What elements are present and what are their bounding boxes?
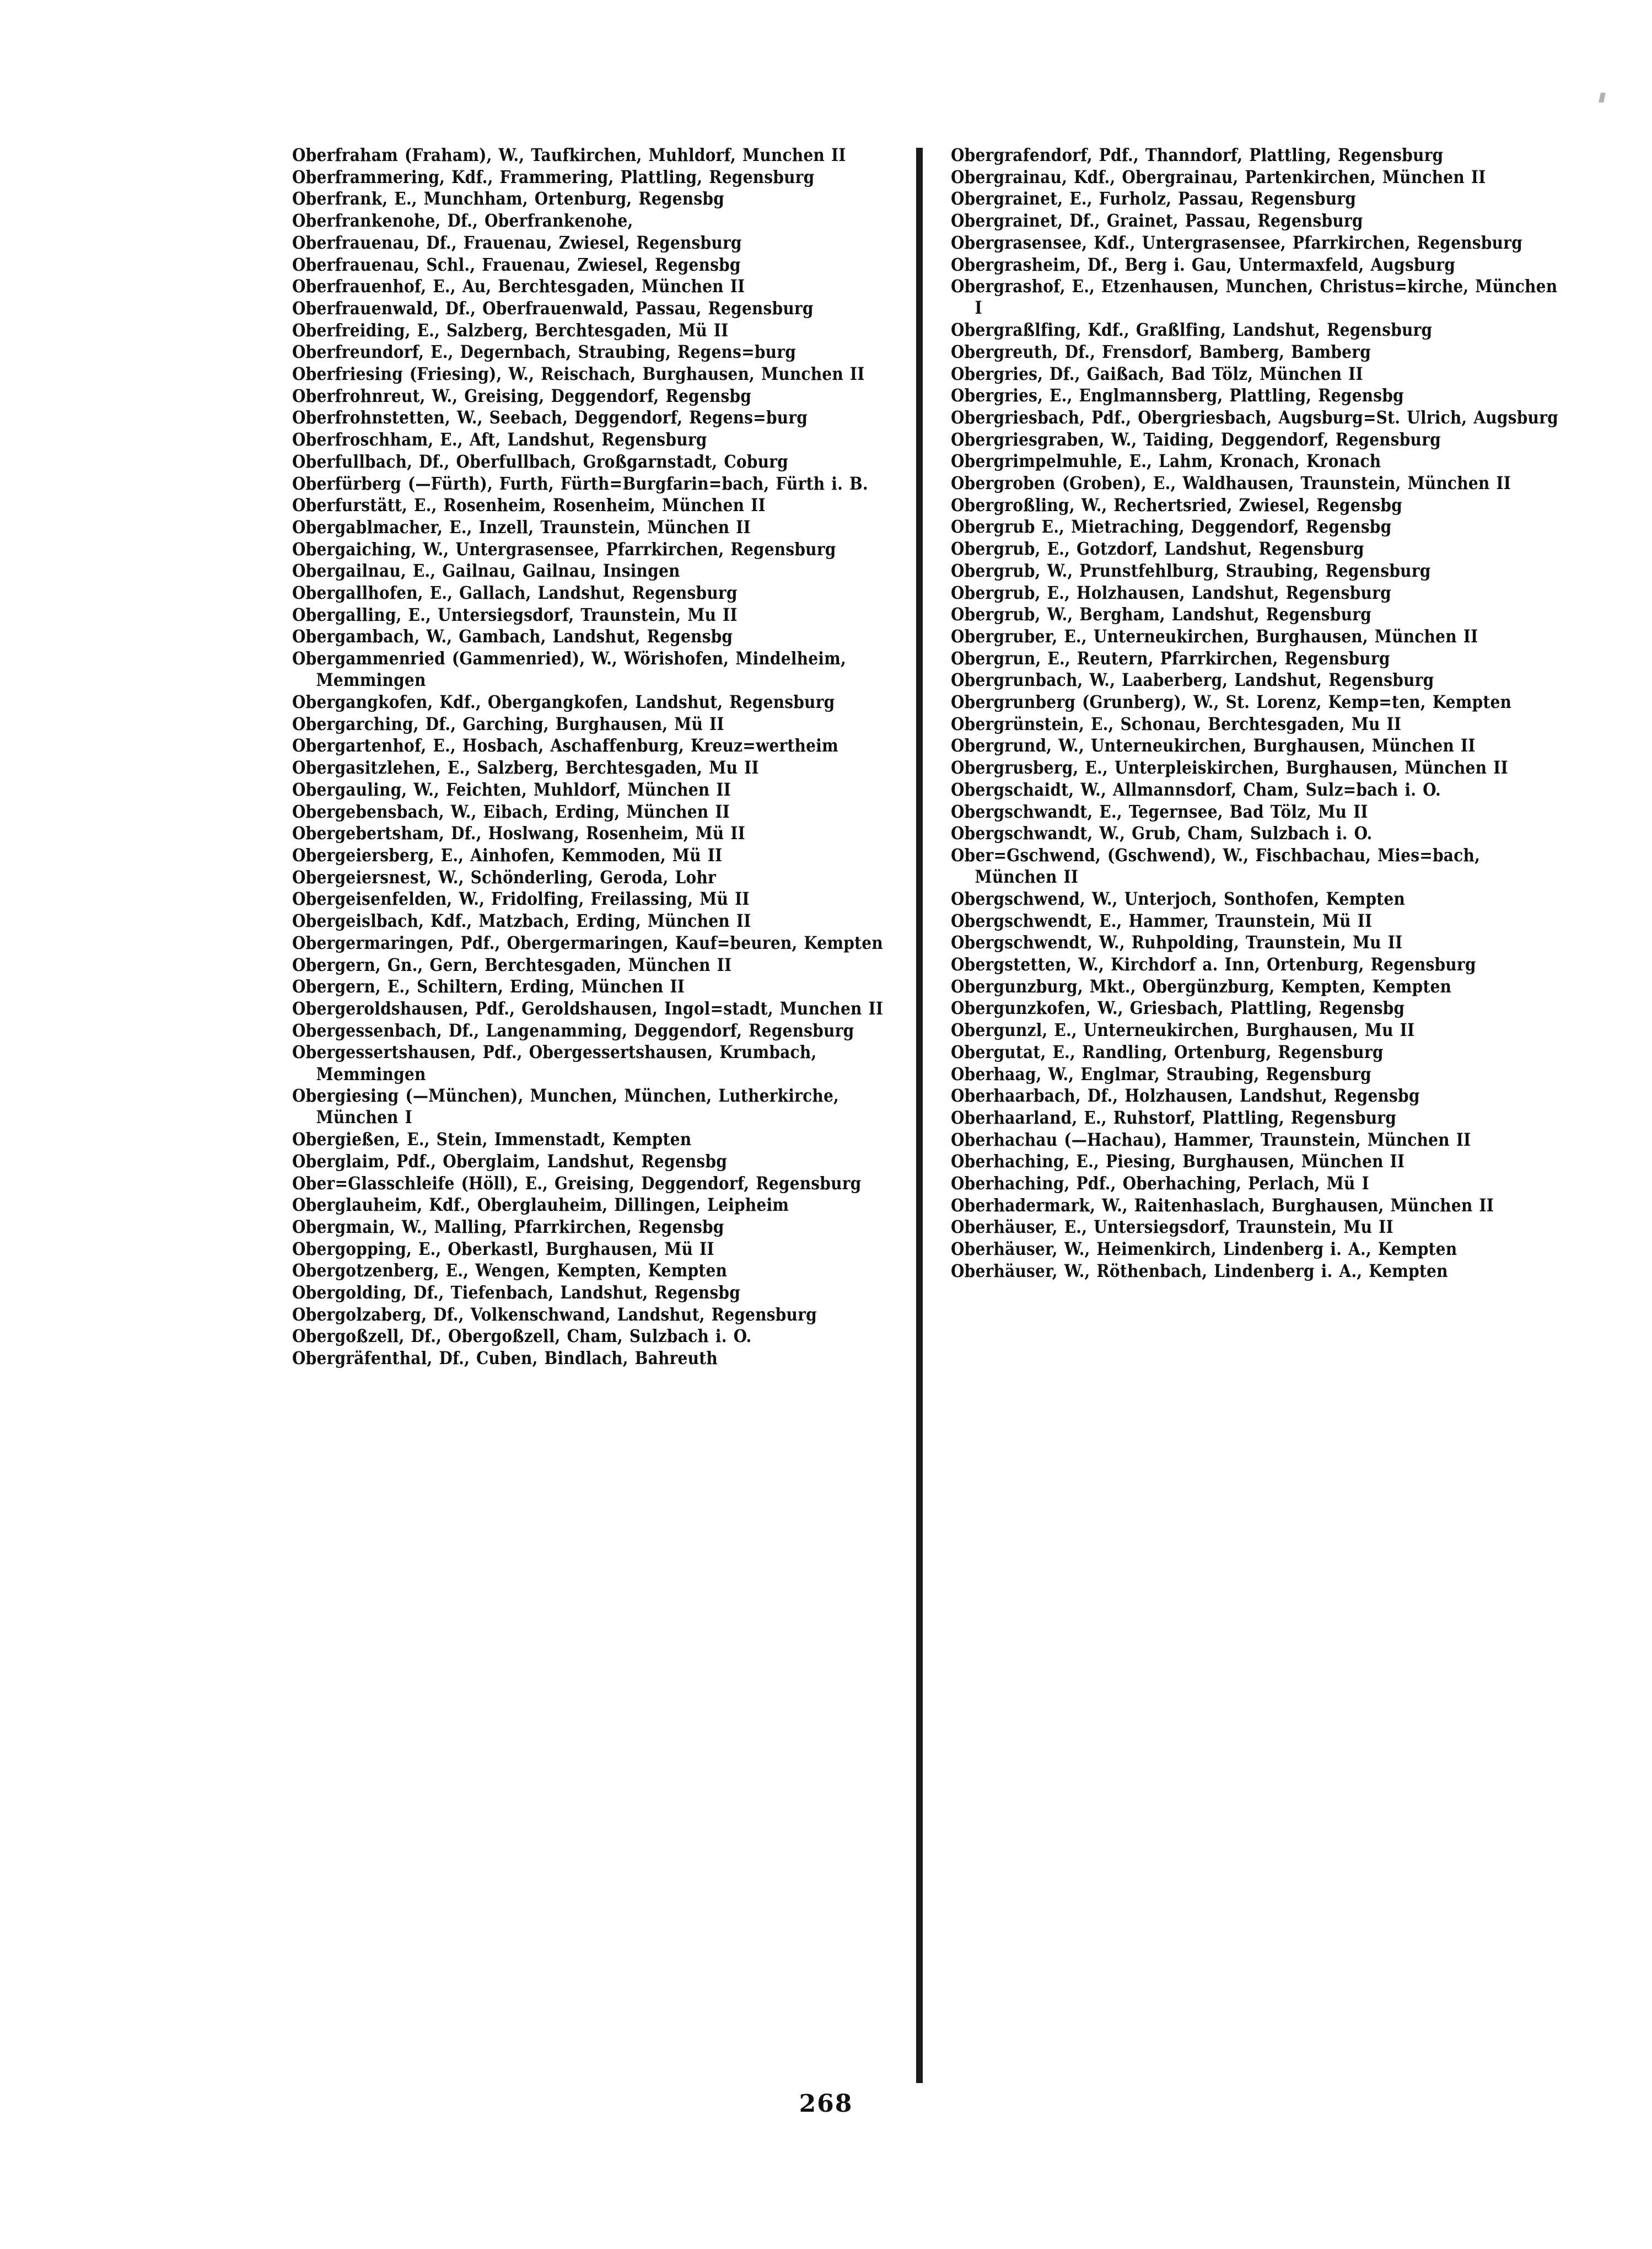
gazetteer-entry: Obergrainet, E., Furholz, Passau, Regensburg xyxy=(951,189,1357,210)
gazetteer-entry: Oberhadermark, W., Raitenhaslach, Burghausen, München II xyxy=(951,1195,1494,1216)
gazetteer-entry: Obergries, Df., Gaißach, Bad Tölz, München II xyxy=(951,363,1363,384)
gazetteer-entry: Oberhaag, W., Englmar, Straubing, Regensburg xyxy=(951,1064,1371,1085)
gazetteer-entry: Oberfrauenwald, Df., Oberfrauenwald, Passau, Regensburg xyxy=(292,298,814,319)
right-column xyxy=(929,144,1565,1282)
gazetteer-entry: Oberfurstätt, E., Rosenheim, Rosenheim, München II xyxy=(292,495,766,516)
gazetteer-entry: Obergriesgraben, W., Taiding, Deggendorf, Regensburg xyxy=(951,429,1441,450)
gazetteer-entry: Obergrimpelmuhle, E., Lahm, Kronach, Kronach xyxy=(951,451,1381,472)
gazetteer-entry: Obergessertshausen, Pdf., Obergessertshausen, Krumbach, Memmingen xyxy=(292,1042,817,1085)
gazetteer-entry: Oberfriesing (Friesing), W., Reischach, Burghausen, Munchen II xyxy=(292,364,865,385)
gazetteer-entry: Oberhaarland, E., Ruhstorf, Plattling, Regensburg xyxy=(951,1107,1397,1128)
gazetteer-entry: Obergiesing (—München), Munchen, München, Lutherkirche, München I xyxy=(292,1086,839,1128)
gazetteer-entry: Obergablmacher, E., Inzell, Traunstein, München II xyxy=(292,517,751,538)
gazetteer-entry: Obergarching, Df., Garching, Burghausen, Mü II xyxy=(292,713,724,734)
gazetteer-entry: Obergrashof, E., Etzenhausen, Munchen, Christus=kirche, München I xyxy=(951,276,1558,319)
gazetteer-entry: Oberglauheim, Kdf., Oberglauheim, Dillingen, Leipheim xyxy=(292,1195,789,1216)
gazetteer-entry: Obergailnau, E., Gailnau, Gailnau, Insingen xyxy=(292,561,680,582)
page-number: 268 xyxy=(799,2090,853,2118)
gazetteer-entry: Obergrusberg, E., Unterpleiskirchen, Burghausen, München II xyxy=(951,758,1508,779)
gazetteer-entry: Obergroßling, W., Rechertsried, Zwiesel, Regensbg xyxy=(951,495,1402,516)
gazetteer-entry: Oberglaim, Pdf., Oberglaim, Landshut, Regensbg xyxy=(292,1151,728,1172)
gazetteer-entry: Obergschaidt, W., Allmannsdorf, Cham, Sulz=bach i. O. xyxy=(951,779,1441,800)
gazetteer-entry: Obergstetten, W., Kirchdorf a. Inn, Ortenburg, Regensburg xyxy=(951,954,1476,975)
gazetteer-entry: Obergrainau, Kdf., Obergrainau, Partenkirchen, München II xyxy=(951,167,1486,187)
gazetteer-entry: Obergotzenberg, E., Wengen, Kempten, Kempten xyxy=(292,1260,728,1281)
gazetteer-entry: Obergrub, W., Bergham, Landshut, Regensburg xyxy=(951,604,1371,625)
gazetteer-entry: Obergruber, E., Unterneukirchen, Burghausen, München II xyxy=(951,626,1478,647)
gazetteer-entry: Obergraßlfing, Kdf., Graßlfing, Landshut, Regensburg xyxy=(951,320,1433,341)
gazetteer-entry: Obergschwendt, E., Hammer, Traunstein, Mü II xyxy=(951,910,1373,931)
gazetteer-entry: Obergasitzlehen, E., Salzberg, Berchtesgaden, Mu II xyxy=(292,758,759,779)
gazetteer-entry: Obergebertsham, Df., Hoslwang, Rosenheim, Mü II xyxy=(292,823,745,844)
gazetteer-entry: Obergunzl, E., Unterneukirchen, Burghausen, Mu II xyxy=(951,1020,1415,1041)
gazetteer-entry: Obergoßzell, Df., Obergoßzell, Cham, Sulzbach i. O. xyxy=(292,1326,752,1347)
gazetteer-entry: Obergries, E., Englmannsberg, Plattling, Regensbg xyxy=(951,385,1404,406)
gazetteer-entry: Oberfullbach, Df., Oberfullbach, Großgarnstadt, Coburg xyxy=(292,451,788,472)
gazetteer-entry: Oberfroschham, E., Aft, Landshut, Regensburg xyxy=(292,430,707,450)
two-column-body xyxy=(292,144,1565,1370)
gazetteer-entry: Obergebensbach, W., Eibach, Erding, München II xyxy=(292,801,730,822)
gazetteer-entry: Obergern, E., Schiltern, Erding, München II xyxy=(292,976,685,997)
gazetteer-entry: Obergräfenthal, Df., Cuben, Bindlach, Bahreuth xyxy=(292,1348,718,1369)
gazetteer-entry: Obergmain, W., Malling, Pfarrkirchen, Regensbg xyxy=(292,1216,724,1237)
gazetteer-entry: Oberhaching, E., Piesing, Burghausen, München II xyxy=(951,1151,1405,1172)
gazetteer-entry: Obergallhofen, E., Gallach, Landshut, Regensburg xyxy=(292,583,738,604)
gazetteer-entry: Oberhachau (—Hachau), Hammer, Traunstein, München II xyxy=(951,1129,1471,1150)
gazetteer-entry: Oberfrauenau, Df., Frauenau, Zwiesel, Regensburg xyxy=(292,232,742,253)
gazetteer-entry: Oberhaching, Pdf., Oberhaching, Perlach, Mü I xyxy=(951,1173,1369,1194)
gazetteer-entry: Oberfrauenhof, E., Au, Berchtesgaden, München II xyxy=(292,276,745,297)
gazetteer-entry: Obergeisenfelden, W., Fridolfing, Freilassing, Mü II xyxy=(292,889,750,910)
gazetteer-entry: Obergammenried (Gammenried), W., Wörishofen, Mindelheim, Memmingen xyxy=(292,648,846,691)
gazetteer-entry: Obergeiersberg, E., Ainhofen, Kemmoden, Mü II xyxy=(292,845,723,866)
gazetteer-entry: Obergambach, W., Gambach, Landshut, Regensbg xyxy=(292,626,733,647)
gazetteer-entry: Obergangkofen, Kdf., Obergangkofen, Landshut, Regensburg xyxy=(292,692,835,713)
gazetteer-entry: Obergschwandt, W., Grub, Cham, Sulzbach i. O. xyxy=(951,823,1373,844)
gazetteer-entry: Obergrasheim, Df., Berg i. Gau, Untermaxfeld, Augsburg xyxy=(951,254,1456,275)
gazetteer-entry: Oberframmering, Kdf., Frammering, Plattling, Regensburg xyxy=(292,167,815,187)
gazetteer-entry: Oberhäuser, W., Röthenbach, Lindenberg i. A., Kempten xyxy=(951,1260,1448,1281)
gazetteer-entry: Oberfürberg (—Fürth), Furth, Fürth=Burgfarin=bach, Fürth i. B. xyxy=(292,473,868,494)
gazetteer-entry: Obergießen, E., Stein, Immenstadt, Kempten xyxy=(292,1129,692,1150)
gazetteer-entry: Oberfrauenau, Schl., Frauenau, Zwiesel, Regensbg xyxy=(292,254,741,275)
gazetteer-entry: Obergolzaberg, Df., Volkenschwand, Landshut, Regensburg xyxy=(292,1304,817,1325)
gazetteer-entry: Obergauling, W., Feichten, Muhldorf, München II xyxy=(292,779,731,800)
gazetteer-entry: Obergrainet, Df., Grainet, Passau, Regensburg xyxy=(951,211,1363,232)
gazetteer-entry: Obergeislbach, Kdf., Matzbach, Erding, München II xyxy=(292,911,751,932)
gazetteer-entry: Obergunzburg, Mkt., Obergünzburg, Kempten, Kempten xyxy=(951,976,1452,997)
gazetteer-entry: Obergrub E., Mietraching, Deggendorf, Regensbg xyxy=(951,517,1392,538)
gazetteer-entry: Obergroben (Groben), E., Waldhausen, Traunstein, München II xyxy=(951,473,1511,494)
gazetteer-entry: Obergeroldshausen, Pdf., Geroldshausen, Ingol=stadt, Munchen II xyxy=(292,998,884,1019)
gazetteer-entry: Oberfreundorf, E., Degernbach, Straubing, Regens=burg xyxy=(292,342,797,363)
gazetteer-entry: Obergalling, E., Untersiegsdorf, Traunstein, Mu II xyxy=(292,604,738,625)
gazetteer-entry: Obergaiching, W., Untergrasensee, Pfarrkirchen, Regensburg xyxy=(292,539,836,560)
gazetteer-entry: Obergessenbach, Df., Langenamming, Deggendorf, Regensburg xyxy=(292,1020,854,1041)
gazetteer-entry: Obergriesbach, Pdf., Obergriesbach, Augsburg=St. Ulrich, Augsburg xyxy=(951,407,1558,428)
gazetteer-entry: Oberfrank, E., Munchham, Ortenburg, Regensbg xyxy=(292,189,724,210)
gazetteer-entry: Obergopping, E., Oberkastl, Burghausen, Mü II xyxy=(292,1238,714,1259)
gazetteer-entry: Obergschwandt, E., Tegernsee, Bad Tölz, Mu II xyxy=(951,801,1368,822)
gazetteer-entry: Obergern, Gn., Gern, Berchtesgaden, München II xyxy=(292,954,732,975)
gazetteer-entry: Obergermaringen, Pdf., Obergermaringen, Kauf=beuren, Kempten xyxy=(292,932,883,953)
gazetteer-entry: Obergrun, E., Reutern, Pfarrkirchen, Regensburg xyxy=(951,648,1390,669)
gazetteer-entry: Obergrub, E., Holzhausen, Landshut, Regensburg xyxy=(951,582,1391,603)
gazetteer-entry: Obergutat, E., Randling, Ortenburg, Regensburg xyxy=(951,1042,1384,1062)
gazetteer-entry: Oberfrohnstetten, W., Seebach, Deggendorf, Regens=burg xyxy=(292,407,808,428)
gazetteer-entry: Obergrund, W., Unterneukirchen, Burghausen, München II xyxy=(951,736,1476,756)
gazetteer-entry: Obergrunberg (Grunberg), W., St. Lorenz, Kemp=ten, Kempten xyxy=(951,692,1512,713)
gazetteer-entry: Ober=Gschwend, (Gschwend), W., Fischbachau, Mies=bach, München II xyxy=(951,845,1481,888)
gazetteer-entry: Obergrunbach, W., Laaberberg, Landshut, Regensburg xyxy=(951,670,1434,691)
gazetteer-entry: Obergschwend, W., Unterjoch, Sonthofen, Kempten xyxy=(951,888,1405,909)
gazetteer-entry: Obergrub, E., Gotzdorf, Landshut, Regensburg xyxy=(951,539,1364,560)
gazetteer-entry: Obergrasensee, Kdf., Untergrasensee, Pfarrkirchen, Regensburg xyxy=(951,232,1522,253)
gazetteer-entry: Obergreuth, Df., Frensdorf, Bamberg, Bamberg xyxy=(951,341,1371,362)
gazetteer-entry: Obergrub, W., Prunstfehlburg, Straubing, Regensburg xyxy=(951,560,1431,581)
gazetteer-entry: Oberfreiding, E., Salzberg, Berchtesgaden, Mü II xyxy=(292,320,729,341)
gazetteer-entry: Oberhäuser, W., Heimenkirch, Lindenberg i. A., Kempten xyxy=(951,1239,1457,1260)
gazetteer-entry: Obergeiersnest, W., Schönderling, Geroda, Lohr xyxy=(292,867,716,888)
gazetteer-entry: Oberhäuser, E., Untersiegsdorf, Traunstein, Mu II xyxy=(951,1217,1393,1238)
gazetteer-entry: Obergunzkofen, W., Griesbach, Plattling, Regensbg xyxy=(951,998,1405,1019)
gazetteer-entry: Obergolding, Df., Tiefenbach, Landshut, Regensbg xyxy=(292,1282,741,1303)
gazetteer-entry: Obergrünstein, E., Schonau, Berchtesgaden, Mu II xyxy=(951,713,1402,734)
gazetteer-entry: Oberfraham (Fraham), W., Taufkirchen, Muhldorf, Munchen II xyxy=(292,145,846,165)
gazetteer-entry: Obergrafendorf, Pdf., Thanndorf, Plattling, Regensburg xyxy=(951,145,1444,165)
gazetteer-entry: Oberfrohnreut, W., Greising, Deggendorf, Regensbg xyxy=(292,385,752,406)
left-column xyxy=(292,144,929,1370)
gazetteer-entry: Oberfrankenohe, Df., Oberfrankenohe, xyxy=(292,211,633,232)
gazetteer-entry: Obergartenhof, E., Hosbach, Aschaffenburg, Kreuz=wertheim xyxy=(292,736,838,756)
gazetteer-entry: Obergschwendt, W., Ruhpolding, Traunstein, Mu II xyxy=(951,932,1403,953)
scan-artifact-speck xyxy=(1599,93,1606,103)
gazetteer-entry: Ober=Glasschleife (Höll), E., Greising, Deggendorf, Regensburg xyxy=(292,1173,862,1194)
gazetteer-entry: Oberhaarbach, Df., Holzhausen, Landshut, Regensbg xyxy=(951,1086,1420,1107)
